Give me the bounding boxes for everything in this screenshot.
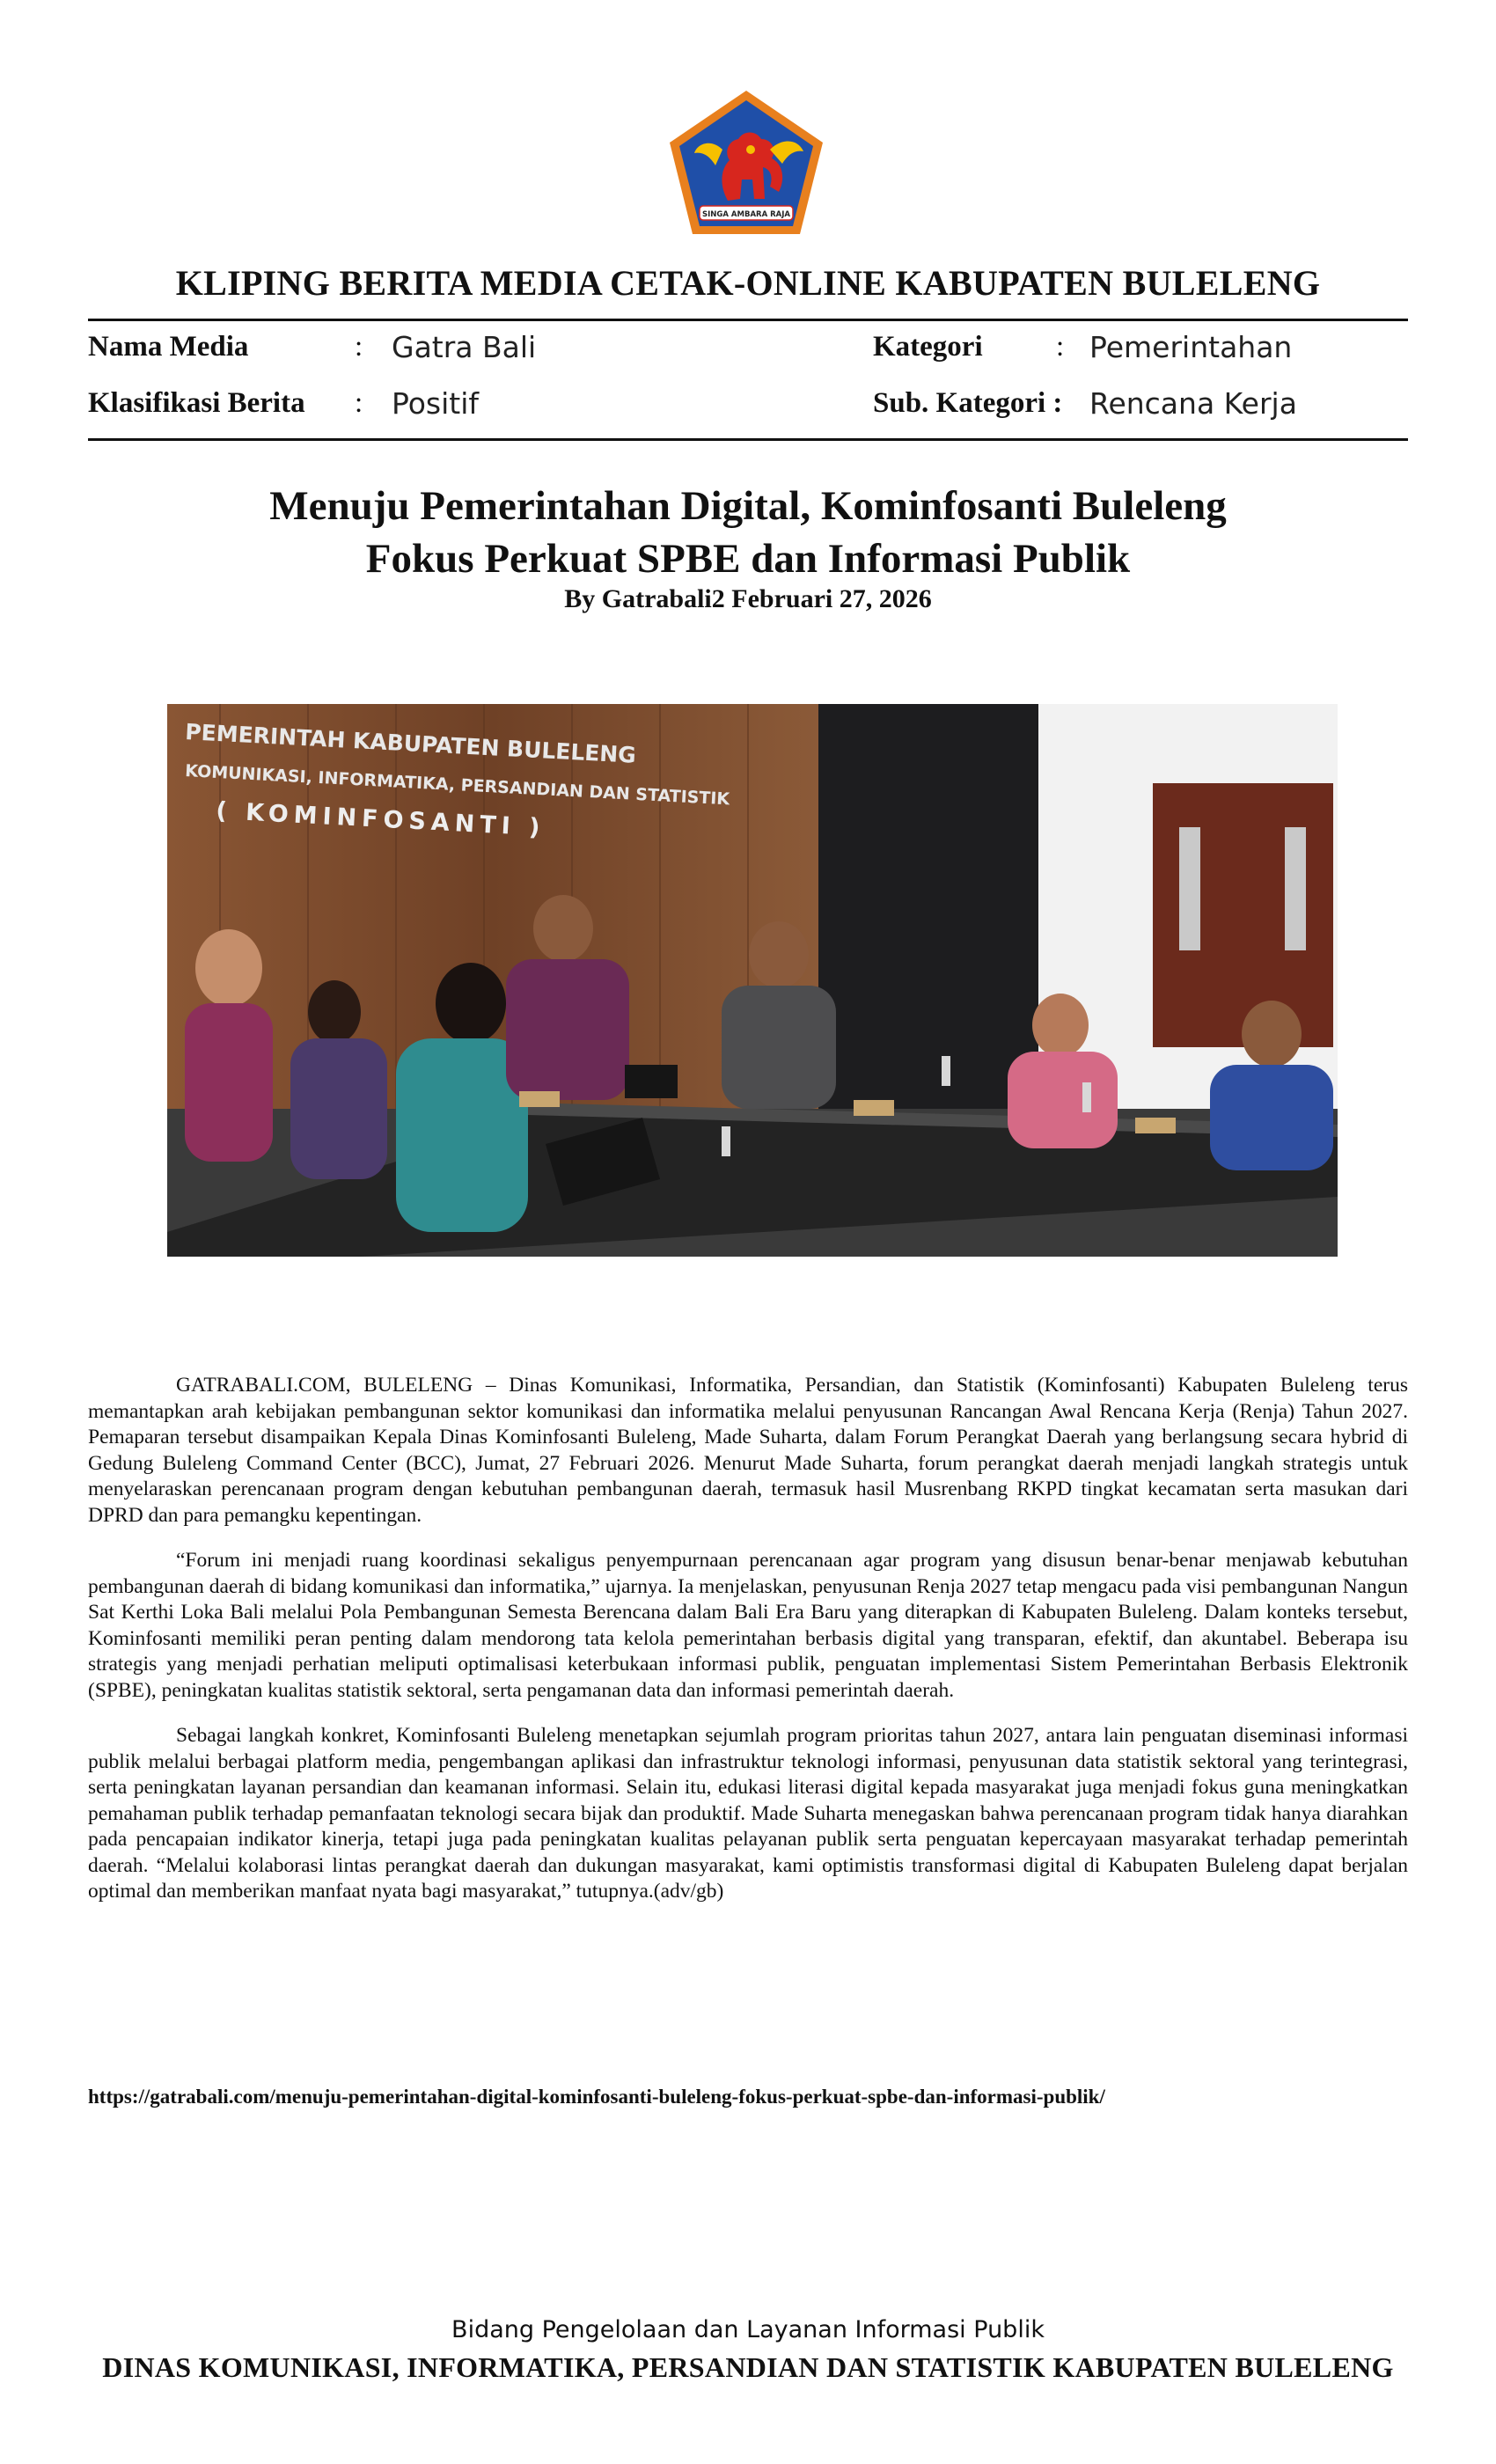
klasifikasi-label: Klasifikasi Berita: [88, 387, 305, 419]
photo-sign-line-1: PEMERINTAH KABUPATEN BULELENG: [184, 719, 637, 768]
photo-sign-line-2: KOMUNIKASI, INFORMATIKA, PERSANDIAN DAN STATISTIK: [184, 761, 730, 810]
article-photo: [167, 704, 1338, 1257]
sub-kategori-label: Sub. Kategori :: [873, 387, 1063, 419]
article-body: [88, 1373, 1408, 1925]
clipping-title: KLIPING BERITA MEDIA CETAK-ONLINE KABUPATEN BULELENG: [175, 263, 1321, 303]
headline-line-1: Menuju Pemerintahan Digital, Kominfosanti Buleleng: [269, 483, 1227, 529]
nama-media-value: Gatra Bali: [392, 330, 537, 364]
article-byline: By Gatrabali2 Februari 27, 2026: [564, 584, 932, 613]
logo-motto: SINGA AMBARA RAJA: [702, 210, 790, 219]
regency-crest-icon: [666, 88, 826, 238]
footer-agency: DINAS KOMUNIKASI, INFORMATIKA, PERSANDIAN DAN STATISTIK KABUPATEN BULELENG: [102, 2351, 1394, 2383]
meeting-photo-illustration: [167, 704, 1338, 1257]
header-rule-top: [88, 319, 1408, 321]
photo-sign-line-3: ( KOMINFOSANTI ): [215, 797, 546, 842]
article-paragraph: GATRABALI.COM, BULELENG – Dinas Komunikasi, Informatika, Persandian, dan Statistik (Kominfosanti) Kabupaten Buleleng terus memantapkan arah kebijakan pembangunan sektor komunikasi dan informatika melalui penyusunan Rancangan Awal Rencana Kerja (Renja) Tahun 2027. Pemaparan tersebut disampaikan Kepala Dinas Kominfosanti Buleleng, Made Suharta, dalam Forum Perangkat Daerah yang berlangsung secara hybrid di Gedung Buleleng Command Center (BCC), Jumat, 27 Februari 2026. Menurut Made Suharta, forum perangkat daerah menjadi langkah strategis untuk menyelaraskan perencanaan program dengan kebutuhan pembangunan daerah, termasuk hasil Musrenbang RKPD tingkat kecamatan serta masukan dari DPRD dan para pemangku kepentingan.: [88, 1374, 1408, 1527]
article-paragraph: Sebagai langkah konkret, Kominfosanti Buleleng menetapkan sejumlah program prioritas tahun 2027, antara lain penguatan diseminasi informasi publik melalui berbagai platform media, pengembangan aplikasi dan infrastruktur teknologi informasi, penyusunan data statistik sektoral yang terintegrasi, serta peningkatan layanan persandian dan keamanan informasi. Selain itu, edukasi literasi digital kepada masyarakat juga menjadi fokus guna meningkatkan pemahaman publik terhadap pemanfaatan teknologi secara bijak dan produktif. Made Suharta menegaskan bahwa perencanaan program tidak hanya diarahkan pada pencapaian indikator kinerja, tetapi juga pada peningkatan kualitas pelayanan publik serta penguatan kepercayaan masyarakat terhadap pemerintah daerah. “Melalui kolaborasi lintas perangkat daerah dan dukungan masyarakat, kami optimistis transformasi digital di Kabupaten Buleleng dapat berjalan optimal dan memberikan manfaat nyata bagi masyarakat,” tutupnya.(adv/gb): [88, 1724, 1408, 1903]
klasifikasi-colon: :: [355, 387, 363, 419]
regency-logo: [666, 88, 826, 238]
sub-kategori-value: Rencana Kerja: [1089, 386, 1297, 421]
klasifikasi-value: Positif: [392, 386, 479, 421]
kategori-colon: :: [1056, 331, 1065, 363]
footer-division: Bidang Pengelolaan dan Layanan Informasi Publik: [451, 2316, 1045, 2343]
headline-line-2: Fokus Perkuat SPBE dan Informasi Publik: [365, 536, 1131, 582]
nama-media-label: Nama Media: [88, 331, 249, 363]
kategori-value: Pemerintahan: [1089, 330, 1293, 364]
article-paragraph: “Forum ini menjadi ruang koordinasi sekaligus penyempurnaan perencanaan agar program yang disusun benar-benar menjawab kebutuhan pembangunan daerah di bidang komunikasi dan informatika,” ujarnya. Ia menjelaskan, penyusunan Renja 2027 tetap mengacu pada visi pembangunan Nangun Sat Kerthi Loka Bali melalui Pola Pembangunan Semesta Berencana dalam Bali Era Baru yang diterapkan di Kabupaten Buleleng. Dalam konteks tersebut, Kominfosanti memiliki peran penting dalam mendorong tata kelola pemerintahan berbasis digital yang transparan, efektif, dan akuntabel. Beberapa isu strategis yang menjadi perhatian meliputi optimalisasi keterbukaan informasi publik, penguatan implementasi Sistem Pemerintahan Berbasis Elektronik (SPBE), peningkatan kualitas statistik sektoral, serta pengamanan data dan informasi pemerintah daerah.: [88, 1549, 1408, 1702]
nama-media-colon: :: [355, 331, 363, 363]
article-headline: [0, 480, 1496, 585]
header-rule-bottom: [88, 438, 1408, 441]
kategori-label: Kategori: [873, 331, 983, 363]
source-url: https://gatrabali.com/menuju-pemerintahan-digital-kominfosanti-buleleng-fokus-perkuat-spbe-dan-informasi-publik/: [88, 2086, 1105, 2108]
